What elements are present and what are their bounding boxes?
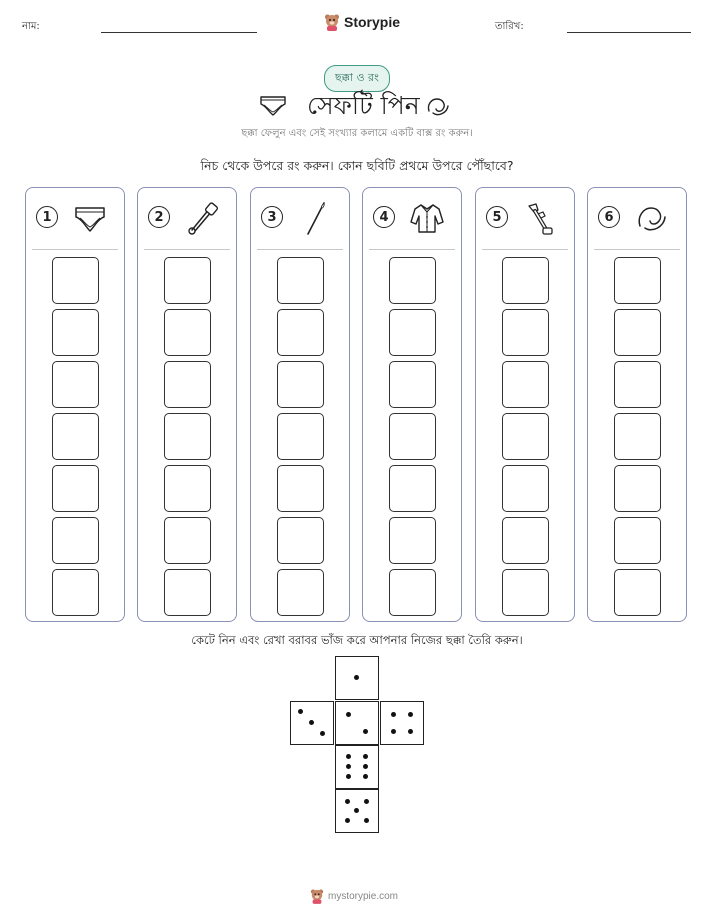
- die-pip: [363, 754, 368, 759]
- column-header: [138, 188, 236, 250]
- color-box[interactable]: [277, 361, 324, 408]
- color-box[interactable]: [164, 361, 211, 408]
- column-number: 4: [373, 206, 395, 228]
- die-face-4: [380, 701, 424, 745]
- die-pip: [298, 709, 303, 714]
- die-pip: [345, 818, 350, 823]
- die-pip: [345, 799, 350, 804]
- die-pip: [364, 799, 369, 804]
- color-box[interactable]: [52, 361, 99, 408]
- column-divider: [257, 249, 343, 250]
- color-box[interactable]: [277, 517, 324, 564]
- die-face-6: [335, 745, 379, 789]
- die-pip: [346, 712, 351, 717]
- column-header: [251, 188, 349, 250]
- color-box[interactable]: [164, 569, 211, 616]
- needle-icon: [297, 200, 333, 236]
- color-box[interactable]: [389, 309, 436, 356]
- column-divider: [594, 249, 680, 250]
- shirt-icon: [409, 200, 445, 236]
- color-box[interactable]: [389, 465, 436, 512]
- color-box[interactable]: [614, 569, 661, 616]
- date-label: তারিখ:: [495, 21, 524, 32]
- column-header: [363, 188, 461, 250]
- color-box[interactable]: [164, 517, 211, 564]
- column-number: 5: [486, 206, 508, 228]
- die-pip: [346, 754, 351, 759]
- column-number: 3: [261, 206, 283, 228]
- color-box[interactable]: [389, 257, 436, 304]
- die-pip: [309, 720, 314, 725]
- color-box[interactable]: [52, 257, 99, 304]
- die-net: [290, 656, 424, 834]
- color-box[interactable]: [52, 413, 99, 460]
- column-header: [476, 188, 574, 250]
- date-line[interactable]: [567, 32, 691, 33]
- column-1: [25, 187, 125, 622]
- brand-name: Storypie: [344, 14, 401, 30]
- color-box[interactable]: [277, 309, 324, 356]
- color-box[interactable]: [502, 257, 549, 304]
- instruction-subtitle: ছক্কা ফেলুন এবং সেই সংখ্যার কলামে একটি বাক্স রং করুন।: [241, 128, 473, 139]
- die-face-5: [335, 789, 379, 833]
- column-6: [587, 187, 687, 622]
- footer-url[interactable]: mystorypie.com: [328, 890, 399, 902]
- die-pip: [320, 731, 325, 736]
- die-pip: [346, 764, 351, 769]
- color-box[interactable]: [52, 309, 99, 356]
- die-pip: [363, 774, 368, 779]
- die-pip: [391, 712, 396, 717]
- color-box[interactable]: [277, 413, 324, 460]
- die-pip: [408, 729, 413, 734]
- color-box[interactable]: [164, 413, 211, 460]
- bear-mascot-icon: [310, 888, 324, 904]
- column-divider: [144, 249, 230, 250]
- die-pip: [363, 764, 368, 769]
- column-header: [588, 188, 686, 250]
- color-box[interactable]: [614, 309, 661, 356]
- color-box[interactable]: [164, 465, 211, 512]
- color-box[interactable]: [389, 413, 436, 460]
- safety-pin-icon: [184, 200, 220, 236]
- cut-instruction: কেটে নিন এবং রেখা বরাবর ভাঁজ করে আপনার নিজের ছক্কা তৈরি করুন।: [191, 633, 523, 647]
- die-pip: [346, 774, 351, 779]
- color-box[interactable]: [389, 517, 436, 564]
- die-pip: [354, 808, 359, 813]
- column-4: [362, 187, 462, 622]
- color-box[interactable]: [614, 517, 661, 564]
- die-face-1: [335, 656, 379, 700]
- color-box[interactable]: [277, 465, 324, 512]
- question-text: নিচ থেকে উপরে রং করুন। কোন ছবিটি প্রথমে উপরে পৌঁছাবে?: [200, 158, 514, 173]
- die-face-2: [335, 701, 379, 745]
- hook-icon: [425, 95, 451, 117]
- color-box[interactable]: [502, 465, 549, 512]
- color-box[interactable]: [502, 309, 549, 356]
- color-box[interactable]: [389, 361, 436, 408]
- color-box[interactable]: [502, 413, 549, 460]
- column-number: 1: [36, 206, 58, 228]
- color-box[interactable]: [614, 257, 661, 304]
- color-box[interactable]: [277, 257, 324, 304]
- page-title: সেফটি পিন: [307, 91, 420, 120]
- color-box[interactable]: [52, 517, 99, 564]
- column-divider: [482, 249, 568, 250]
- column-3: [250, 187, 350, 622]
- die-pip: [408, 712, 413, 717]
- color-box[interactable]: [164, 309, 211, 356]
- color-box[interactable]: [614, 413, 661, 460]
- die-pip: [354, 675, 359, 680]
- name-line[interactable]: [101, 32, 257, 33]
- color-box[interactable]: [614, 361, 661, 408]
- column-5: [475, 187, 575, 622]
- name-label: নাম:: [22, 21, 40, 32]
- hook-icon: [634, 200, 670, 236]
- column-divider: [369, 249, 455, 250]
- diaper-icon: [258, 92, 288, 118]
- color-box[interactable]: [389, 569, 436, 616]
- die-pip: [363, 729, 368, 734]
- category-badge: ছক্কা ও রং: [324, 65, 390, 92]
- die-face-3: [290, 701, 334, 745]
- color-box[interactable]: [502, 569, 549, 616]
- die-pip: [364, 818, 369, 823]
- diaper-icon: [72, 200, 108, 236]
- color-box[interactable]: [502, 517, 549, 564]
- footer: [310, 888, 398, 904]
- brand-logo: [324, 13, 400, 31]
- column-number: 2: [148, 206, 170, 228]
- column-number: 6: [598, 206, 620, 228]
- column-2: [137, 187, 237, 622]
- color-box[interactable]: [502, 361, 549, 408]
- color-box[interactable]: [52, 569, 99, 616]
- clamp-icon: [522, 200, 558, 236]
- color-box[interactable]: [614, 465, 661, 512]
- color-box[interactable]: [164, 257, 211, 304]
- color-box[interactable]: [277, 569, 324, 616]
- column-divider: [32, 249, 118, 250]
- die-pip: [391, 729, 396, 734]
- bear-mascot-icon: [324, 13, 340, 31]
- column-header: [26, 188, 124, 250]
- color-box[interactable]: [52, 465, 99, 512]
